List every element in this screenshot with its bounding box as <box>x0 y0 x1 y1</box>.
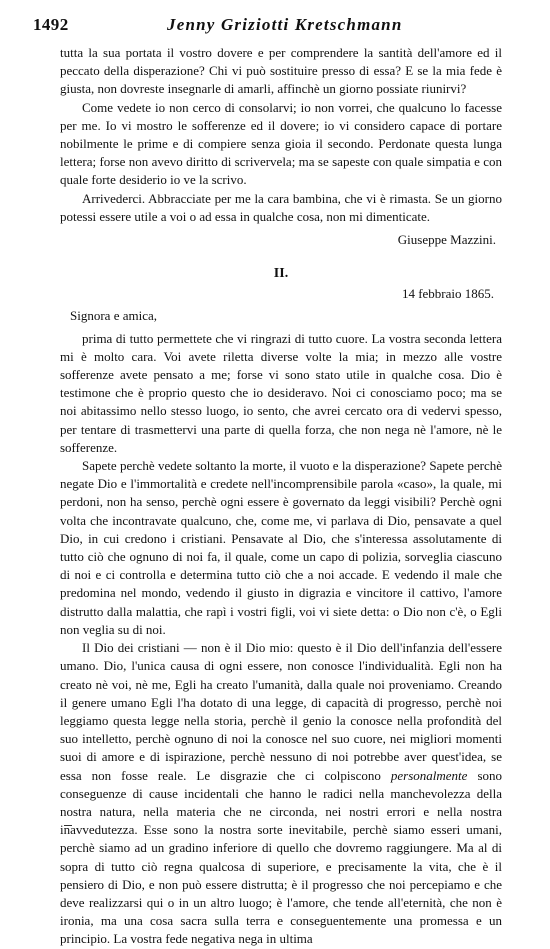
letter-one <box>60 44 502 226</box>
print-mark <box>64 825 72 830</box>
salutation: Signora e amica, <box>70 308 157 324</box>
letter-numeral: II. <box>273 266 289 282</box>
paragraph-text: sono conseguenze di cause incidentali che hanno le radici nella manchevolezza della nostra natura, nella materia che ne circonda, nei nostri errori e nella nostra inavvedutezza. Esse sono la nostra sorte inevitabile, perchè siamo esseri umani, perchè siamo ad un gradino inferiore di quello che dovremo raggiungere. Ma al di sopra di tutto ciò regna qualcosa di superiore, e precisamente la vita, che è il pensiero di Dio, e non può essere distrutta; è il progresso che noi percepiamo e che deve realizzarsi qui o in un altro luogo; è l'amore, che tende all'eternità, che non è ironia, ma una cosa sacra sulla terra e conseguentemente una promessa e un principio. La vostra fede negativa nega in ultima <box>60 767 502 947</box>
emphasized-word: personalmente <box>390 767 468 783</box>
paragraph: prima di tutto permettete che vi ringrazi di tutto cuore. La vostra seconda lettera mi è molto cara. Voi avete riletta diverse volte la mia; in mezzo alle vostre sofferenze avete pensato a me; forse vi sono stato utile in qualche cosa. Dio è testimone che è proprio questo che io desideravo. Noi ci conosciamo poco; ma se noi abitassimo nello stesso luogo, io sento, che avrei cercato ora di vedervi spesso, per tentare di trasmettervi una parte di quella forza, che non nega nè l'amore, nè le sofferenze. <box>60 330 502 455</box>
paragraph: Come vedete io non cerco di consolarvi; io non vorrei, che qualcuno lo facesse per me. Io vi mostro le sofferenze ed il dovere; io vi considero capace di portare nobilmente le prime e di compiere senza gioia il secondo. Perdonate questa lunga lettera; forse non avevo diritto di scrivervela; ma se sapeste con quale simpatia e con quale forte desiderio io ve la scrivo. <box>60 99 502 188</box>
signature: Giuseppe Mazzini. <box>397 232 496 248</box>
running-title: Jenny Griziotti Kretschmann <box>167 15 403 34</box>
letter-date: 14 febbraio 1865. <box>401 286 494 302</box>
letter-two <box>60 330 502 949</box>
page-number: 1492 <box>33 15 69 34</box>
paragraph: tutta la sua portata il vostro dovere e per comprendere la santità dell'amore ed il peccato della disperazione? Chi vi può sostituire presso di essa? E se la mia fede è giusta, non dovreste insegnarle di amarli, affinchè un giorno possiate riunirvi? <box>60 45 502 97</box>
running-head <box>33 12 502 44</box>
paragraph: Sapete perchè vedete soltanto la morte, il vuoto e la disperazione? Sapete perchè negate Dio e l'immortalità e credete nell'incomprensibile parola «caso», la quale, mi perdoni, non ha senso, perchè ogni essere è governato da leggi visibili? Perchè ogni volta che incontravate qualcuno, che, come me, vi parlava di Dio, pensavate a quel Dio, in cui credono i cristiani. Pensavate al Dio, che s'interessa assolutamente di tutto ciò che ognuno di noi fa, il quale, come un capo di polizia, sorveglia ciascuno di noi e ci controlla e determina tutto ciò che a noi accade. E vedendo il male che predomina nel mondo, vedendo il giusto in digrazia e vincitore il cattivo, l'amore distrutto dalla malattia, che rapì i vostri figli, voi vi siete detta: o Dio non c'è, o Egli non veglia su di noi. <box>60 458 502 637</box>
paragraph: Arrivederci. Abbracciate per me la cara bambina, che vi è rimasta. Se un giorno potessi essere utile a voi o ad essa in qualche cosa, non mi dimenticate. <box>60 190 502 224</box>
paragraph <box>60 639 502 948</box>
paragraph-text: Il Dio dei cristiani — non è il Dio mio: questo è il Dio dell'infanzia dell'essere umano. Dio, l'unica causa di ogni essere, non conosce l'individualità. Egli non ha creato nè voi, nè me, Egli ha creato l'umanità, dalla quale noi proveniamo. Creando il genere umano Egli l'ha dotato di una legge, di capacità di progresso, perchè noi leggiamo questa legge nella storia, perchè il genio la conosce nella profondità del suo intelletto, perchè ognuno di noi la conosce nel suo cuore, nei migliori momenti suoi di amore e di ispirazione, perchè nessuno di noi potrebbe aver quest'idea, se essa non fosse reale. Le disgrazie che ci colpiscono <box>60 640 502 783</box>
